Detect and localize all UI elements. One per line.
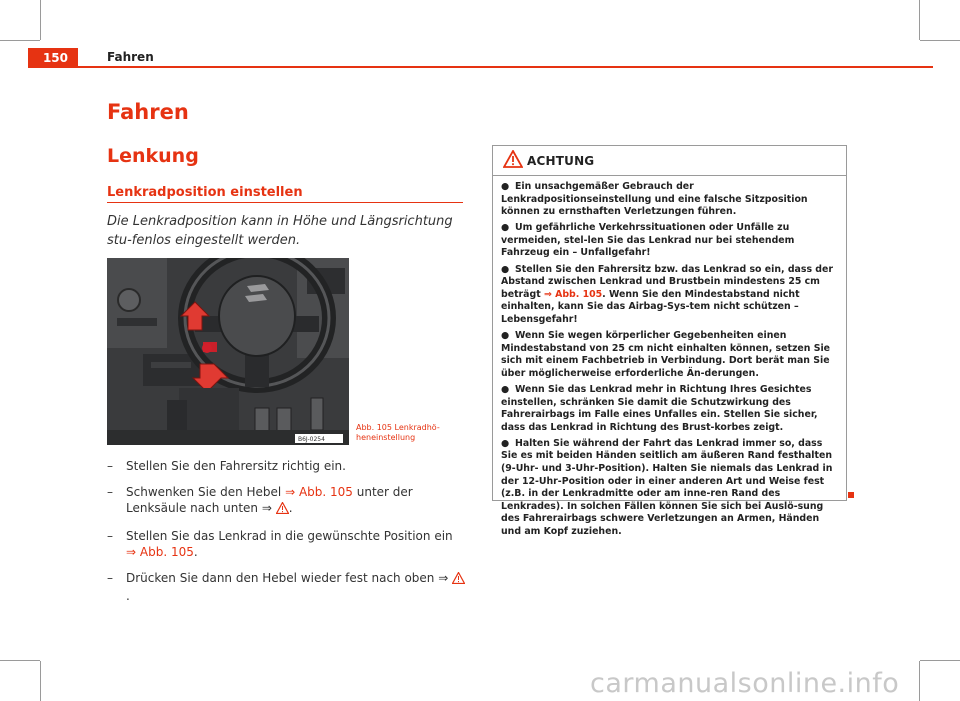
crop-mark <box>919 0 920 40</box>
section-title: Lenkung <box>107 145 199 167</box>
list-item: ● Halten Sie während der Fahrt das Lenkrad immer so, dass Sie es mit beiden Händen seitlich am äußeren Rand festhalten (9-Uhr- und 3-Uhr-Position). Halten Sie niemals das Lenkrad in der 12-Uhr-Position oder in einer anderen Art und Weise fest (z.B. in der Lenkradmitte oder am inne-ren Rand des Lenkrades). In solchen Fällen können Sie sich bei Auslö-sung des Fahrerairbags schwere Verletzungen an Armen, Händen und am Kopf zuziehen. <box>501 437 833 537</box>
list-item: ● Wenn Sie das Lenkrad mehr in Richtung Ihres Gesichtes einstellen, schränken Sie damit die Schutzwirkung des Fahrerairbags im Falle eines Unfalles ein. Stellen Sie sicher, dass das Lenkrad in Richtung des Brust-korbes zeigt. <box>501 383 818 433</box>
figure-caption-line-2: heneinstellung <box>356 433 416 442</box>
warning-icon[interactable] <box>276 502 289 518</box>
warning-box <box>492 145 847 537</box>
crop-mark <box>40 0 41 40</box>
list-item: – Schwenken Sie den Hebel ⇒ Abb. 105 unter der Lenksäule nach unten ⇒ . <box>107 484 467 518</box>
figure-reference-link[interactable]: ⇒ Abb. 105 <box>126 545 194 559</box>
figure-code: B6J-0254 <box>298 436 325 443</box>
intro-text: Die Lenkradposition kann in Höhe und Längsrichtung stu-fenlos eingestellt werden. <box>107 214 453 248</box>
crop-mark <box>920 40 960 41</box>
subsection-rule <box>107 202 463 203</box>
crop-mark <box>40 661 41 701</box>
crop-mark <box>920 660 960 661</box>
warning-icon[interactable] <box>452 572 465 588</box>
list-item: ● Stellen Sie den Fahrersitz bzw. das Lenkrad so ein, dass der Abstand zwischen Lenkrad und Brustbein mindestens 25 cm beträgt ⇒ Abb. 105. Wenn Sie den Mindestabstand nicht einhalten, kann Sie das Airbag-Sys-tem nicht schützen – Lebensgefahr! <box>501 263 833 325</box>
crop-mark <box>919 661 920 701</box>
list-item: ● Wenn Sie wegen körperlicher Gegebenheiten einen Mindestabstand von 25 cm nicht einhalten können, setzen Sie sich mit einem Fachbetrieb in Verbindung. Dort berät man Sie über möglicherweise erforderliche Än-derungen. <box>501 330 831 379</box>
steering-wheel-illustration <box>107 258 349 445</box>
warning-header <box>493 146 846 176</box>
list-item: ● Um gefährliche Verkehrssituationen oder Unfälle zu vermeiden, stel-len Sie das Lenkrad nur bei stehendem Fahrzeug ein – Unfallgefahr! <box>501 222 795 259</box>
crop-mark <box>0 660 40 661</box>
figure-caption-line-1: Abb. 105 Lenkradhö- <box>356 423 440 432</box>
figure-caption <box>356 423 466 443</box>
list-item: ● Ein unsachgemäßer Gebrauch der Lenkradpositionseinstellung und eine falsche Sitzposition können zu ernsthaften Verletzungen führen. <box>501 181 808 218</box>
list-item: – Drücken Sie dann den Hebel wieder fest nach oben ⇒ . <box>107 570 467 604</box>
list-item: – Stellen Sie das Lenkrad in die gewünschte Position ein ⇒ Abb. 105. <box>107 529 453 559</box>
figure-reference-link[interactable]: ⇒ Abb. 105 <box>285 485 353 499</box>
warning-triangle-icon <box>503 150 523 172</box>
instruction-steps <box>107 458 467 614</box>
watermark: carmanualsonline.info <box>590 668 900 699</box>
chapter-title: Fahren <box>107 100 189 124</box>
running-title: Fahren <box>107 50 154 64</box>
warning-body <box>493 176 846 539</box>
header-rule <box>28 66 933 68</box>
crop-mark <box>0 40 40 41</box>
list-item: – Stellen Sie den Fahrersitz richtig ein. <box>107 459 346 473</box>
page-number: 150 <box>28 48 78 68</box>
steering-wheel-figure <box>107 258 349 445</box>
figure-reference-link[interactable]: ⇒ Abb. 105 <box>543 288 603 300</box>
section-end-mark <box>848 492 854 498</box>
warning-label: ACHTUNG <box>527 154 595 168</box>
subsection-title: Lenkradposition einstellen <box>107 185 303 200</box>
